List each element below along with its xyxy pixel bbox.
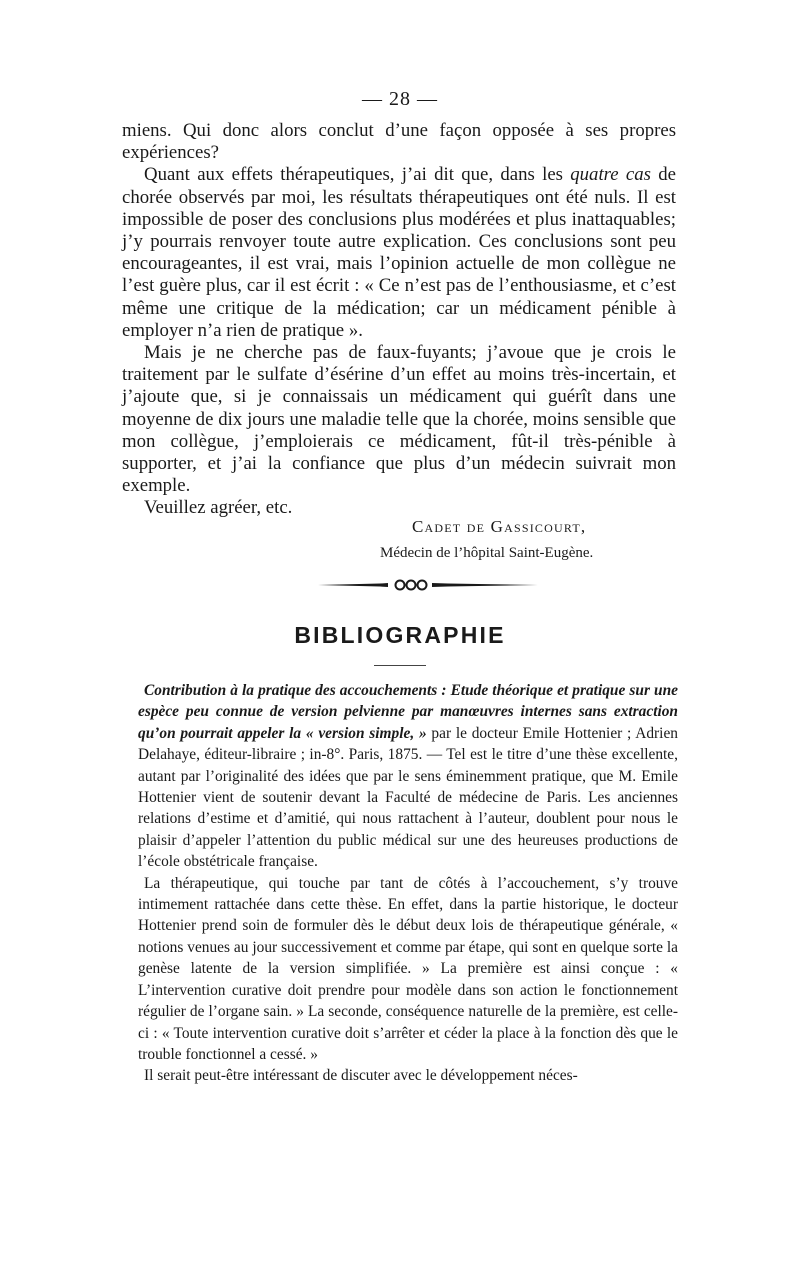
page-number: — 28 — — [362, 88, 438, 110]
review-paragraph: Il serait peut-être intéressant de discuter avec le développement néces- — [144, 1067, 578, 1085]
heading-rule — [374, 665, 426, 666]
letter-closing: Veuillez agréer, etc. — [144, 497, 293, 519]
book-reference: Contribution à la pratique des accouchements : Etude théorique et pratique sur une espèce peu connue de version pelvienne par manœuvres internes sans extraction qu’on pourrait appeler la « version simple, » — [138, 682, 678, 742]
signature-block — [380, 515, 680, 563]
section-title: BIBLIOGRAPHIE — [294, 622, 506, 648]
letter-paragraph: Mais je ne cherche pas de faux-fuyants; j’avoue que je crois le traitement par le sulfate d’ésérine d’un effet au moins très-incertain, et j’ajoute que, si je connaissais un médicament qui guérît dans une moyenne de dix jours une maladie telle que la chorée, moins sensible que mon collègue, j’emploierais ce médicament, fût-il très-pénible à supporter, et j’ai la confiance que plus d’un médecin suivrait mon exemple. — [122, 342, 676, 497]
emphasis-text: quatre cas — [570, 164, 651, 186]
letter-text — [122, 120, 676, 520]
signature-name: Cadet de Gassicourt, — [412, 517, 587, 536]
signature-title: Médecin de l’hôpital Saint-Eugène. — [380, 545, 594, 561]
review-paragraph — [138, 680, 678, 873]
letter-paragraph — [122, 164, 676, 342]
ornament-divider — [318, 576, 538, 594]
letter-paragraph: miens. Qui donc alors conclut d’une façon opposée à ses propres expériences? — [122, 120, 676, 164]
letter-paragraph-lead: Quant aux effets thérapeutiques, j’ai dit que, dans les — [144, 164, 571, 186]
review-text — [138, 680, 678, 1087]
review-paragraph: La thérapeutique, qui touche par tant de côtés à l’accouchement, s’y trouve intimement rattachée dans cette thèse. En effet, dans la partie historique, le docteur Hottenier prend soin de formuler dès le début deux lois de thérapeutique générale, « notions venues au jour successivement et comme par étape, qui sont en quelque sorte la genèse latente de la version simplifiée. » La première est ainsi conçue : « L’intervention curative doit prendre pour modèle dans son action le fonctionnement régulier de l’organe sain. » La seconde, conséquence naturelle de la première, est celle-ci : « Toute intervention curative doit s’arrêter et céder la place à la fonction dès que le trouble fonctionnel a cessé. » — [138, 874, 678, 1063]
review-paragraph-rest: par le docteur Emile Hottenier ; Adrien Delahaye, éditeur-libraire ; in-8°. Paris, 1875. — Tel est le titre d’une thèse excellente, autant par l’originalité des idées que par le sens éminemment pratique, que M. Emile Hottenier vient de soutenir devant la Faculté de médecine de Paris. Les anciennes relations d’estime et d’amitié, qui nous rattachent à l’auteur, doublent pour nous le plaisir d’appeler l’attention du public médical sur une des heureuses productions de l’école obstétricale française. — [138, 724, 678, 871]
letter-paragraph-rest: de chorée observés par moi, les résultats thérapeutiques ont été nuls. Il est impossible de poser des conclusions plus modérées et plus inattaquables; j’y pourrais renvoyer toute autre explication. Ces conclusions sont peu encourageantes, il est vrai, mais l’opinion actuelle de mon collègue ne l’est guère plus, car il est écrit : « Ce n’est pas de l’enthousiasme, et c’est même une critique de la médication; car un médicament pénible à employer n’a rien de pratique ». — [122, 164, 676, 341]
